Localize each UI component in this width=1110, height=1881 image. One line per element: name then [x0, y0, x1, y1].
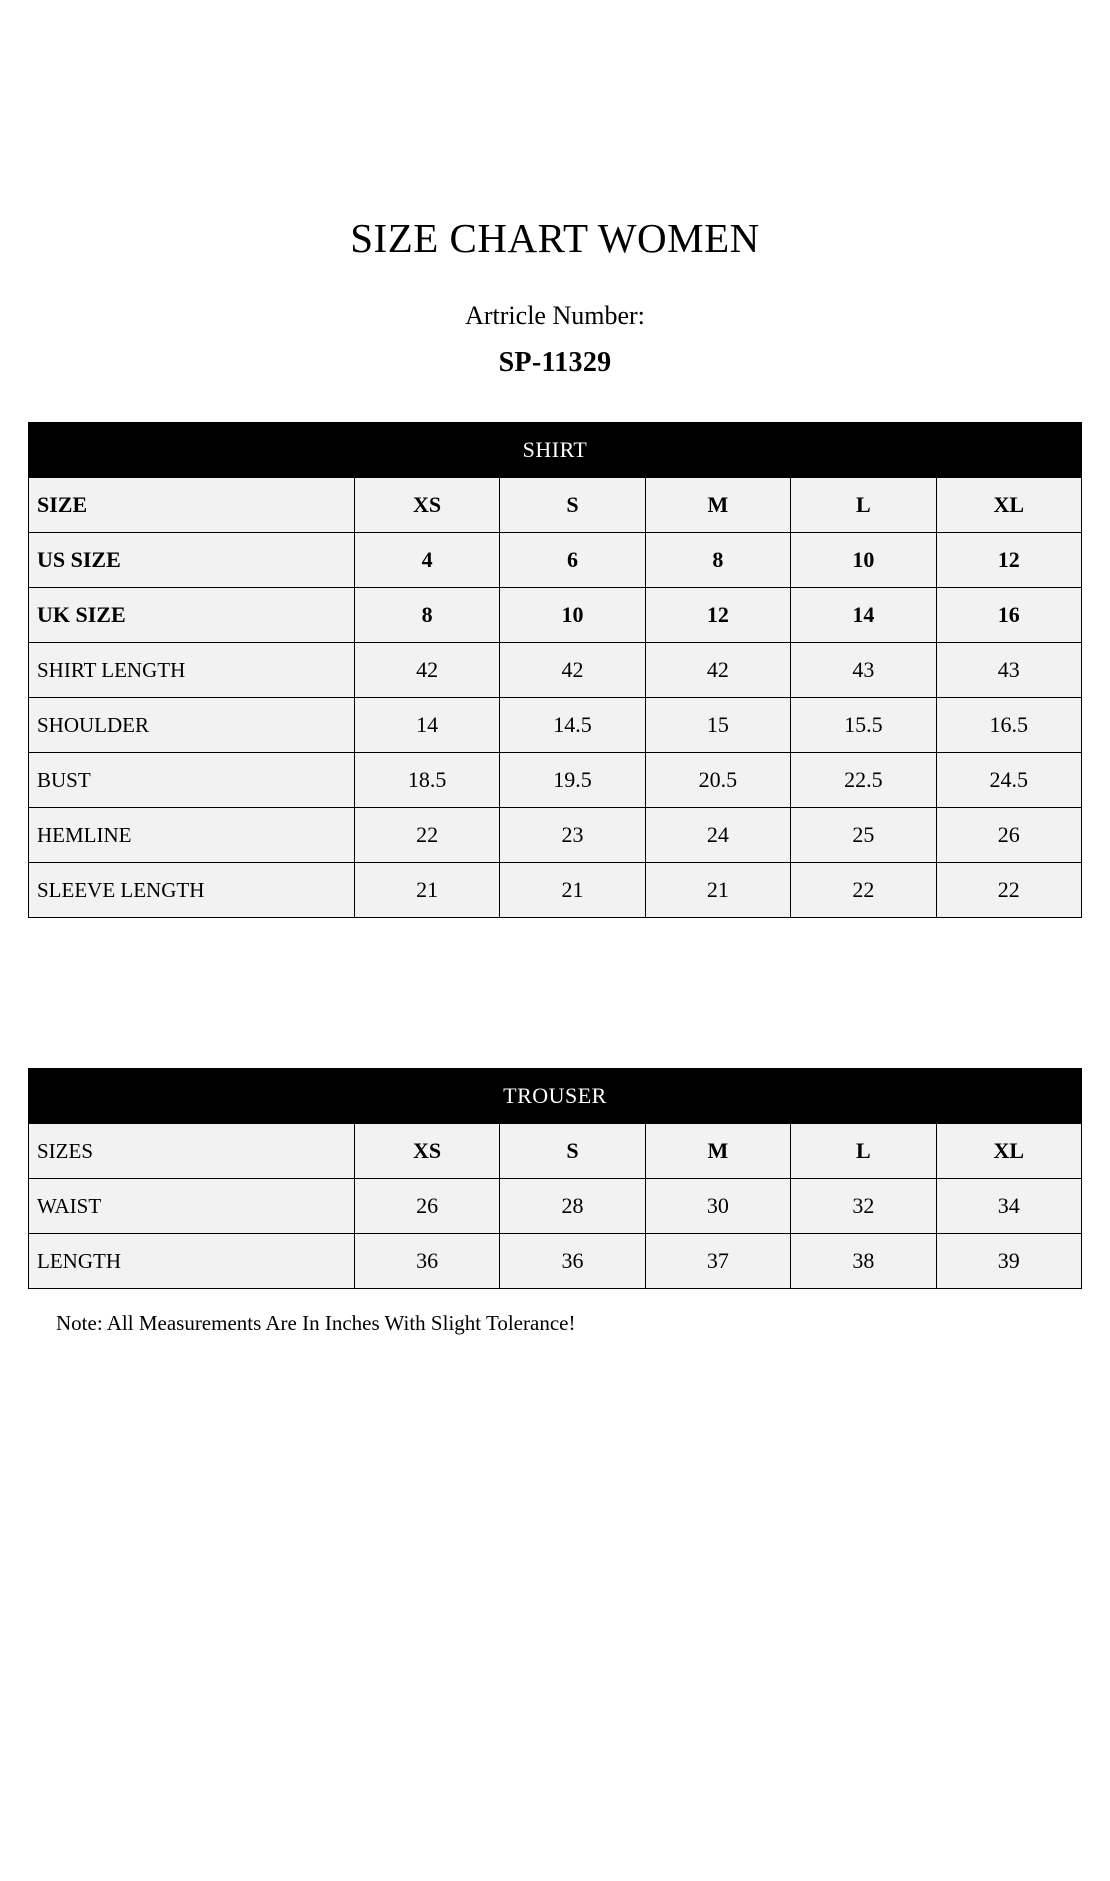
shirt-size-table — [28, 422, 1082, 918]
cell-value: 30 — [645, 1179, 790, 1234]
column-header-xs: XS — [354, 478, 499, 533]
table-row — [29, 588, 1082, 643]
cell-value: 42 — [645, 643, 790, 698]
cell-value: 36 — [354, 1234, 499, 1289]
cell-value: 36 — [500, 1234, 645, 1289]
table-section-header-row — [29, 1069, 1082, 1124]
trouser-table-wrapper — [28, 1068, 1082, 1289]
cell-value: 32 — [791, 1179, 936, 1234]
cell-value: 10 — [791, 533, 936, 588]
cell-value: 26 — [936, 808, 1081, 863]
cell-value: 12 — [645, 588, 790, 643]
cell-value: 21 — [645, 863, 790, 918]
cell-value: 24.5 — [936, 753, 1081, 808]
cell-value: 14.5 — [500, 698, 645, 753]
row-label: US SIZE — [29, 533, 355, 588]
table-section-header-row — [29, 423, 1082, 478]
cell-value: 22 — [354, 808, 499, 863]
table-row — [29, 808, 1082, 863]
cell-value: 22.5 — [791, 753, 936, 808]
row-label: LENGTH — [29, 1234, 355, 1289]
cell-value: 42 — [354, 643, 499, 698]
cell-value: 21 — [500, 863, 645, 918]
column-header-xl: XL — [936, 1124, 1081, 1179]
column-header-label: SIZES — [29, 1124, 355, 1179]
cell-value: 37 — [645, 1234, 790, 1289]
cell-value: 28 — [500, 1179, 645, 1234]
table-header-row — [29, 1124, 1082, 1179]
column-header-m: M — [645, 1124, 790, 1179]
cell-value: 43 — [936, 643, 1081, 698]
column-header-xs: XS — [354, 1124, 499, 1179]
table-row — [29, 753, 1082, 808]
row-label: SLEEVE LENGTH — [29, 863, 355, 918]
column-header-s: S — [500, 478, 645, 533]
cell-value: 6 — [500, 533, 645, 588]
row-label: SHOULDER — [29, 698, 355, 753]
cell-value: 15 — [645, 698, 790, 753]
trouser-size-table — [28, 1068, 1082, 1289]
cell-value: 14 — [791, 588, 936, 643]
table-header-row — [29, 478, 1082, 533]
measurements-note: Note: All Measurements Are In Inches With Slight Tolerance! — [56, 1311, 576, 1336]
column-header-s: S — [500, 1124, 645, 1179]
cell-value: 16 — [936, 588, 1081, 643]
table-row — [29, 1179, 1082, 1234]
table-row — [29, 863, 1082, 918]
table-row — [29, 643, 1082, 698]
cell-value: 10 — [500, 588, 645, 643]
section-spacer — [28, 918, 1082, 1068]
cell-value: 8 — [645, 533, 790, 588]
column-header-xl: XL — [936, 478, 1081, 533]
table-row — [29, 533, 1082, 588]
cell-value: 34 — [936, 1179, 1081, 1234]
cell-value: 8 — [354, 588, 499, 643]
cell-value: 24 — [645, 808, 790, 863]
row-label: UK SIZE — [29, 588, 355, 643]
cell-value: 19.5 — [500, 753, 645, 808]
column-header-label: SIZE — [29, 478, 355, 533]
article-number-label: Artricle Number: — [465, 301, 645, 331]
trouser-section-heading: TROUSER — [29, 1069, 1082, 1124]
row-label: WAIST — [29, 1179, 355, 1234]
row-label: SHIRT LENGTH — [29, 643, 355, 698]
cell-value: 15.5 — [791, 698, 936, 753]
cell-value: 4 — [354, 533, 499, 588]
cell-value: 25 — [791, 808, 936, 863]
cell-value: 12 — [936, 533, 1081, 588]
cell-value: 38 — [791, 1234, 936, 1289]
cell-value: 18.5 — [354, 753, 499, 808]
table-row — [29, 1234, 1082, 1289]
shirt-section-heading: SHIRT — [29, 423, 1082, 478]
column-header-l: L — [791, 478, 936, 533]
table-row — [29, 698, 1082, 753]
cell-value: 22 — [791, 863, 936, 918]
cell-value: 26 — [354, 1179, 499, 1234]
cell-value: 39 — [936, 1234, 1081, 1289]
size-chart-page — [0, 216, 1110, 1881]
column-header-l: L — [791, 1124, 936, 1179]
column-header-m: M — [645, 478, 790, 533]
page-title: SIZE CHART WOMEN — [350, 215, 760, 261]
cell-value: 42 — [500, 643, 645, 698]
shirt-table-wrapper — [28, 422, 1082, 918]
cell-value: 16.5 — [936, 698, 1081, 753]
row-label: HEMLINE — [29, 808, 355, 863]
cell-value: 14 — [354, 698, 499, 753]
cell-value: 43 — [791, 643, 936, 698]
row-label: BUST — [29, 753, 355, 808]
cell-value: 21 — [354, 863, 499, 918]
cell-value: 20.5 — [645, 753, 790, 808]
cell-value: 22 — [936, 863, 1081, 918]
article-number-value: SP-11329 — [498, 347, 612, 379]
cell-value: 23 — [500, 808, 645, 863]
